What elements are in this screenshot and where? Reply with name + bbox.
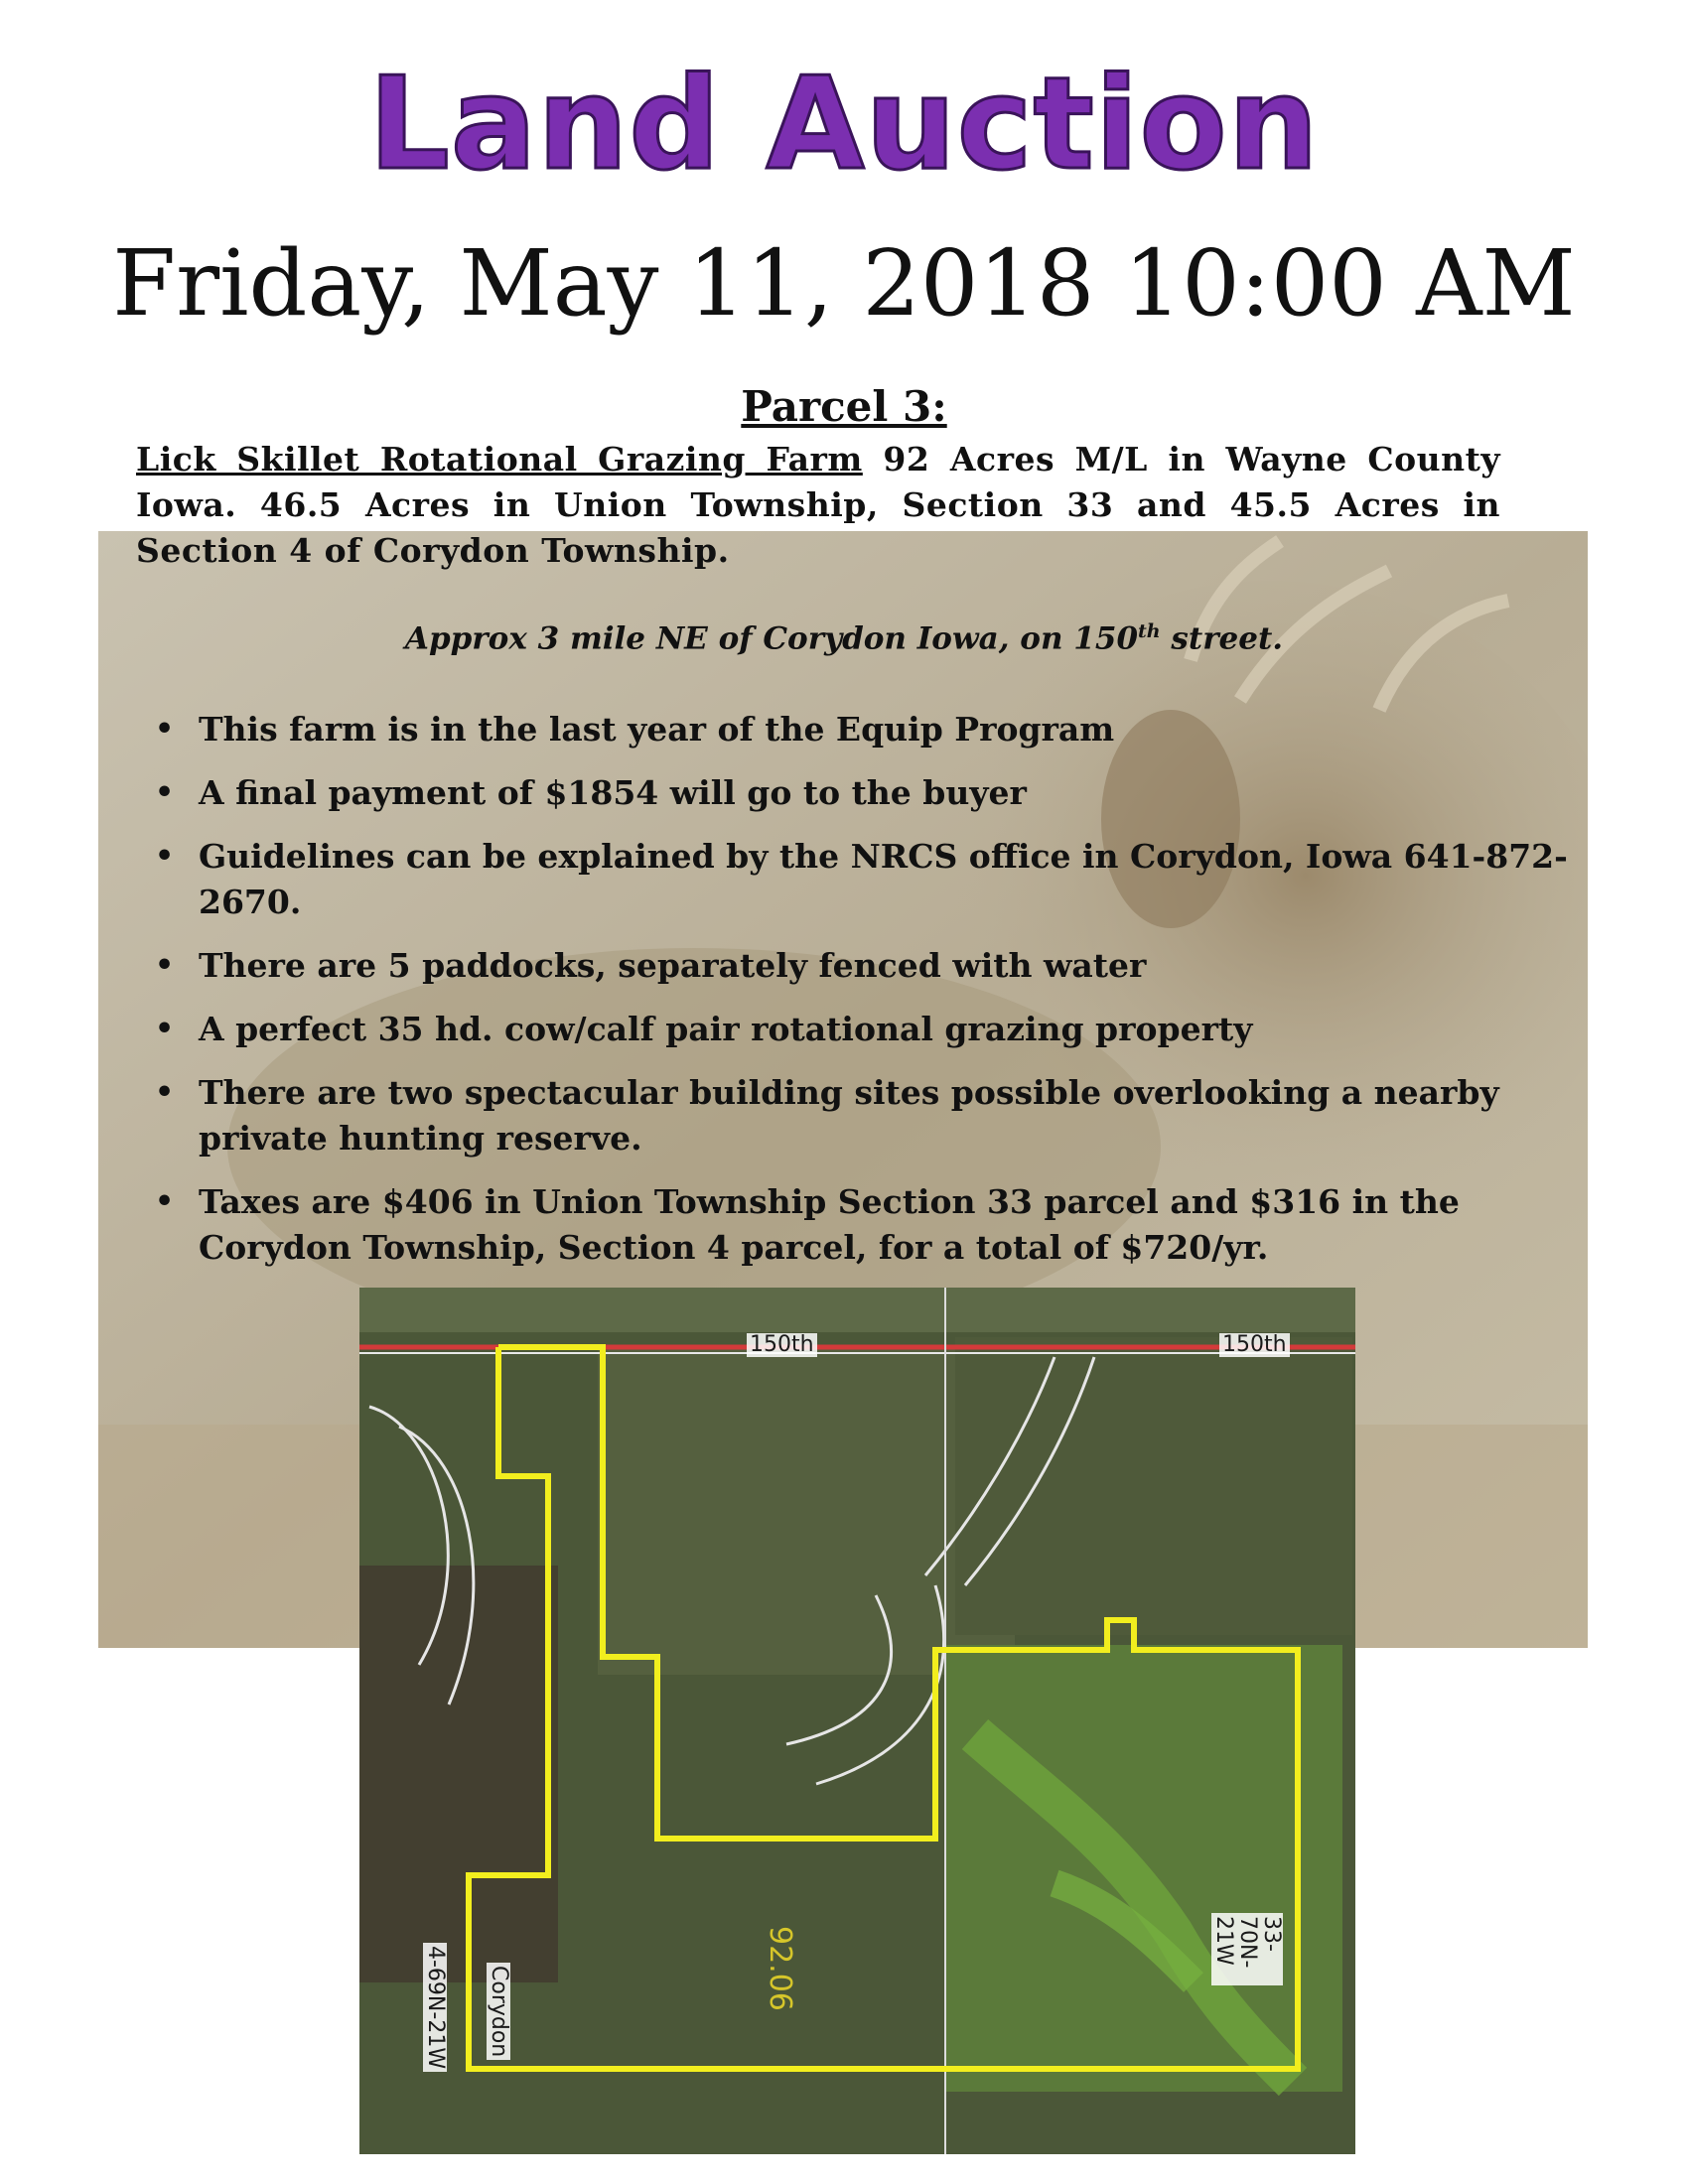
- acreage-label: 92.06: [763, 1926, 797, 2011]
- feature-list: [149, 707, 1579, 1289]
- list-item: • A final payment of $1854 will go to the buyer: [149, 770, 1579, 816]
- bullet-icon: •: [155, 1184, 175, 1219]
- auction-datetime: Friday, May 11, 2018 10:00 AM: [112, 230, 1576, 337]
- farm-name: Lick Skillet Rotational Grazing Farm: [136, 440, 863, 478]
- location-superscript: th: [1138, 620, 1161, 642]
- list-item: • There are two spectacular building sites possible overlooking a nearby private hunting reserve.: [149, 1070, 1579, 1161]
- bullet-icon: •: [155, 1012, 175, 1046]
- list-item: • Taxes are $406 in Union Township Section 33 parcel and $316 in the Corydon Township, Section 4 parcel, for a total of $720/yr.: [149, 1179, 1579, 1271]
- road-label-right: 150th: [1219, 1333, 1290, 1357]
- bullet-icon: •: [155, 712, 175, 747]
- list-item: • This farm is in the last year of the Equip Program: [149, 707, 1579, 752]
- bullet-icon: •: [155, 775, 175, 810]
- parcel-heading: Parcel 3:: [741, 382, 947, 431]
- list-item: • A perfect 35 hd. cow/calf pair rotational grazing property: [149, 1007, 1579, 1052]
- list-item: • Guidelines can be explained by the NRCS office in Corydon, Iowa 641-872-2670.: [149, 834, 1579, 925]
- bullet-icon: •: [155, 839, 175, 874]
- page-title: Land Auction: [368, 51, 1320, 199]
- road-label-left: 150th: [747, 1333, 817, 1357]
- parcel-description-text: 92 Acres M/L in Wayne County Iowa. 46.5 Acres in Union Township, Section 33 and 45.5 Acres in Section 4 of Corydon Township.: [136, 440, 1500, 570]
- bullet-icon: •: [155, 948, 175, 983]
- location-note: [0, 620, 1688, 656]
- parcel-description: [136, 437, 1500, 574]
- bullet-icon: •: [155, 1075, 175, 1110]
- town-label: Corydon: [487, 1963, 510, 2060]
- aerial-map-image: [359, 1288, 1355, 2154]
- section-label-right: 33-70N-21W: [1211, 1913, 1283, 1985]
- location-text: Approx 3 mile NE of Corydon Iowa, on 150: [404, 620, 1139, 657]
- section-label-left: 4-69N-21W: [423, 1943, 447, 2072]
- list-item: • There are 5 paddocks, separately fenced with water: [149, 943, 1579, 989]
- location-text-end: street.: [1160, 620, 1284, 657]
